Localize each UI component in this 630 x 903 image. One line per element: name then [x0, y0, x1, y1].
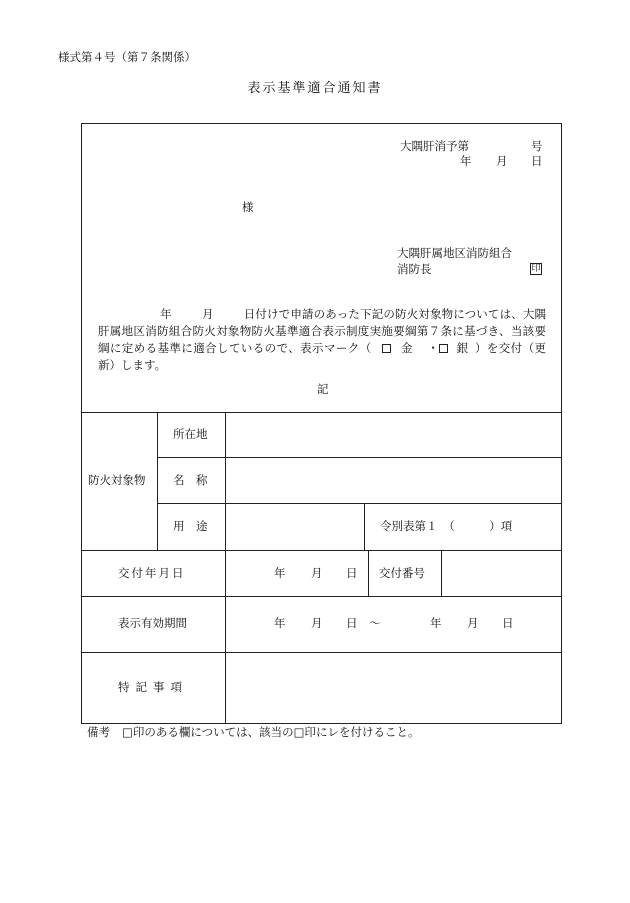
- valid-from-day: 日: [346, 616, 358, 630]
- option-separator: ・: [426, 341, 440, 355]
- row-line-validity: [81, 652, 562, 653]
- doc-number-prefix: 大隅肝消予第: [400, 139, 469, 153]
- body-year: 年: [160, 307, 172, 321]
- row-line-use: [81, 550, 562, 551]
- note-text: □印のある欄については、該当の□印にレを付けること。: [122, 725, 420, 739]
- option-gold: 金: [400, 341, 413, 355]
- note-label: 備考: [87, 725, 110, 739]
- label-divider: [225, 412, 226, 724]
- header-date-day: 日: [531, 154, 543, 168]
- group-label: 防火対象物: [88, 473, 146, 487]
- body-paragraph: [98, 306, 546, 374]
- issue-year: 年: [274, 566, 286, 580]
- doc-number-suffix: 号: [531, 139, 543, 153]
- row-line-name: [157, 503, 562, 504]
- valid-to-month: 月: [467, 616, 479, 630]
- checkbox-gold[interactable]: [382, 344, 391, 353]
- form-number: 様式第４号（第７条関係）: [58, 50, 196, 64]
- ki-label: 記: [317, 382, 329, 396]
- valid-from-year: 年: [274, 616, 286, 630]
- remarks-label: 特記事項: [118, 680, 188, 694]
- issue-date-divider: [368, 550, 369, 596]
- issue-number-divider: [441, 550, 442, 596]
- body-text-2: ）を交付（更新）します。: [98, 341, 546, 372]
- appendix-label: 令別表第１ （ ）項: [380, 519, 513, 533]
- form-frame: [81, 123, 562, 724]
- row-line-location: [157, 457, 562, 458]
- header-date-year: 年: [460, 154, 472, 168]
- addressee-suffix: 様: [242, 200, 254, 214]
- row-line-issue: [81, 596, 562, 597]
- seal-mark: 印: [531, 264, 541, 274]
- header-date-month: 月: [496, 154, 508, 168]
- checkbox-silver[interactable]: [439, 344, 448, 353]
- valid-from-month: 月: [311, 616, 323, 630]
- location-label: 所在地: [173, 427, 208, 441]
- use-label: 用 途: [173, 519, 208, 533]
- issue-number-label: 交付番号: [379, 566, 425, 580]
- valid-to-day: 日: [502, 616, 514, 630]
- issue-month: 月: [311, 566, 323, 580]
- issuer-org: 大隅肝属地区消防組合: [397, 246, 512, 260]
- issue-day: 日: [346, 566, 358, 580]
- table-top-line: [81, 412, 562, 413]
- issue-date-label: 交付年月日: [118, 566, 186, 580]
- valid-tilde: ～: [369, 616, 381, 630]
- name-label: 名 称: [173, 473, 208, 487]
- group-divider: [157, 412, 158, 550]
- body-text-1: 日付けで申請のあった下記の防火対象物については、大隅肝属地区消防組合防火対象物防火基準適合表示制度実施要綱第７条に基づき、当該要綱に定める基準に適合しているので、表示マーク（: [98, 307, 547, 355]
- valid-to-year: 年: [430, 616, 442, 630]
- body-month: 月: [201, 307, 214, 321]
- option-silver: 銀: [456, 341, 469, 355]
- validity-label: 表示有効期間: [118, 616, 187, 630]
- page-title: 表示基準適合通知書: [247, 81, 383, 96]
- use-divider: [364, 503, 365, 550]
- issuer-title: 消防長: [397, 262, 432, 276]
